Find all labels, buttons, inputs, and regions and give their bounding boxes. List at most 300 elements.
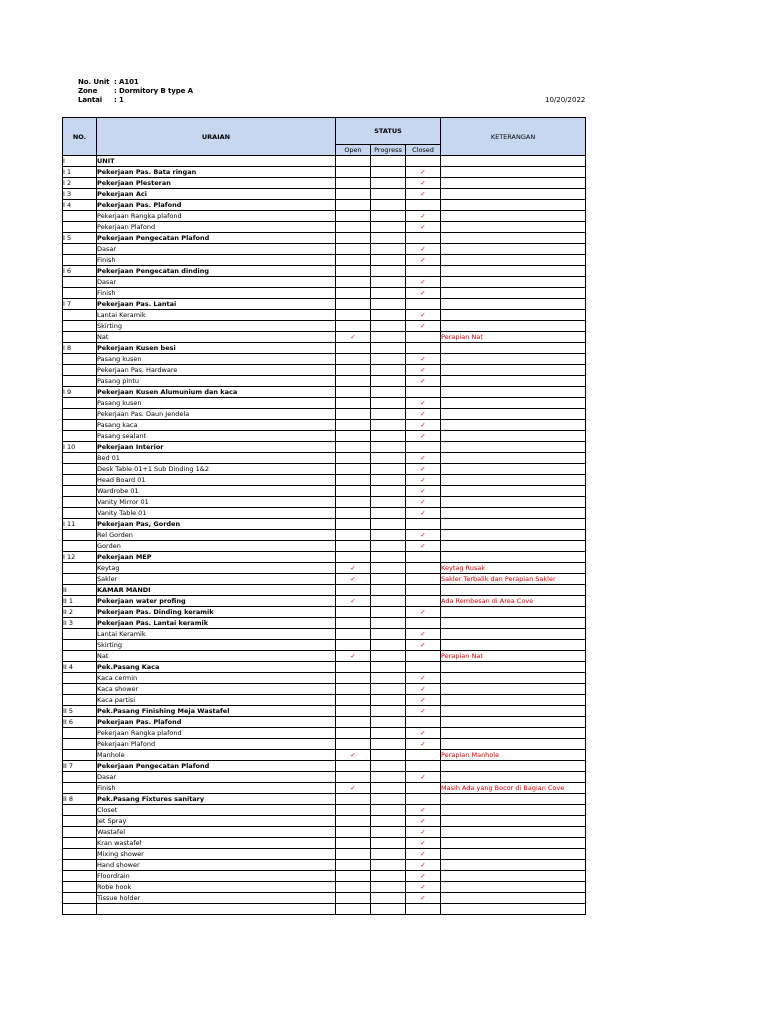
row-number [63, 640, 97, 651]
status-open-cell [336, 552, 371, 563]
row-keterangan [441, 453, 586, 464]
status-progress-cell [371, 695, 406, 706]
status-progress-cell [371, 805, 406, 816]
status-open-cell [336, 343, 371, 354]
row-description: Lantai Keramik [97, 310, 336, 321]
status-open-cell [336, 310, 371, 321]
status-closed-cell [406, 794, 441, 805]
status-progress-cell [371, 893, 406, 904]
status-progress-cell [371, 871, 406, 882]
row-keterangan [441, 244, 586, 255]
status-closed-cell [406, 717, 441, 728]
row-keterangan [441, 442, 586, 453]
row-number: II 3 [63, 618, 97, 629]
row-keterangan [441, 409, 586, 420]
row-description: Floordrain [97, 871, 336, 882]
row-description: Dasar [97, 772, 336, 783]
col-status-header: STATUS [336, 118, 441, 145]
status-closed-cell [406, 332, 441, 343]
status-closed-cell [406, 761, 441, 772]
status-closed-cell [406, 618, 441, 629]
row-number: I 7 [63, 299, 97, 310]
unit-label: No. Unit [78, 78, 110, 86]
table-row [63, 431, 586, 442]
table-row [63, 794, 586, 805]
row-keterangan [441, 541, 586, 552]
table-row [63, 673, 586, 684]
row-number: I 10 [63, 442, 97, 453]
status-closed-cell [406, 343, 441, 354]
status-open-cell [336, 739, 371, 750]
status-closed-check-icon: ✓ [406, 684, 441, 695]
status-progress-cell [371, 618, 406, 629]
status-open-check-icon: ✓ [336, 750, 371, 761]
row-keterangan [441, 662, 586, 673]
row-keterangan [441, 508, 586, 519]
table-row [63, 189, 586, 200]
table-row [63, 365, 586, 376]
status-open-cell [336, 431, 371, 442]
row-description: Pekerjaan Rangka plafond [97, 728, 336, 739]
table-row [63, 222, 586, 233]
row-description: Keytag [97, 563, 336, 574]
status-closed-cell [406, 266, 441, 277]
status-closed-check-icon: ✓ [406, 827, 441, 838]
status-closed-cell [406, 233, 441, 244]
table-row [63, 321, 586, 332]
row-description: Pekerjaan Pengecatan dinding [97, 266, 336, 277]
row-keterangan [441, 310, 586, 321]
row-description: Pekerjaan Plafond [97, 739, 336, 750]
row-number [63, 277, 97, 288]
row-keterangan [441, 431, 586, 442]
row-description: Finish [97, 783, 336, 794]
status-closed-cell [406, 783, 441, 794]
row-description: Nat [97, 332, 336, 343]
row-description: Pasang pintu [97, 376, 336, 387]
row-number [63, 420, 97, 431]
lantai-value: : 1 [114, 96, 124, 104]
table-row [63, 354, 586, 365]
col-no-header: NO. [63, 118, 97, 156]
row-keterangan: Keytag Rusak [441, 563, 586, 574]
row-keterangan: Perapian Manhole [441, 750, 586, 761]
row-number: II 2 [63, 607, 97, 618]
unit-value: : A101 [114, 78, 139, 86]
status-open-cell [336, 288, 371, 299]
status-open-check-icon: ✓ [336, 783, 371, 794]
unit-info [78, 78, 139, 86]
status-open-cell [336, 860, 371, 871]
status-open-cell [336, 354, 371, 365]
status-closed-check-icon: ✓ [406, 640, 441, 651]
table-row [63, 640, 586, 651]
status-open-cell [336, 387, 371, 398]
row-number: I 1 [63, 167, 97, 178]
row-description: Pekerjaan Pas, Gorden [97, 519, 336, 530]
row-keterangan [441, 398, 586, 409]
row-description: Wardrobe 01 [97, 486, 336, 497]
row-description: Lantai Keramik [97, 629, 336, 640]
table-row [63, 464, 586, 475]
status-progress-cell [371, 860, 406, 871]
status-progress-cell [371, 420, 406, 431]
status-progress-cell [371, 827, 406, 838]
row-keterangan [441, 167, 586, 178]
status-progress-cell [371, 882, 406, 893]
status-progress-cell [371, 299, 406, 310]
table-row [63, 519, 586, 530]
row-keterangan [441, 222, 586, 233]
table-row [63, 629, 586, 640]
status-progress-cell [371, 552, 406, 563]
row-keterangan [441, 607, 586, 618]
row-number: I 3 [63, 189, 97, 200]
status-closed-check-icon: ✓ [406, 805, 441, 816]
status-open-cell [336, 167, 371, 178]
status-open-cell [336, 794, 371, 805]
row-keterangan [441, 365, 586, 376]
status-open-check-icon: ✓ [336, 574, 371, 585]
row-keterangan [441, 552, 586, 563]
status-closed-cell [406, 200, 441, 211]
col-open-header: Open [336, 145, 371, 156]
status-closed-check-icon: ✓ [406, 376, 441, 387]
row-number [63, 453, 97, 464]
row-description: Skirting [97, 640, 336, 651]
row-keterangan [441, 585, 586, 596]
table-row [63, 376, 586, 387]
row-number [63, 464, 97, 475]
row-description: Pekerjaan Aci [97, 189, 336, 200]
table-row [63, 607, 586, 618]
row-description: Pasang sealant [97, 431, 336, 442]
status-open-cell [336, 233, 371, 244]
table-row [63, 750, 586, 761]
row-keterangan [441, 376, 586, 387]
status-closed-check-icon: ✓ [406, 189, 441, 200]
status-open-cell [336, 189, 371, 200]
row-number [63, 321, 97, 332]
status-closed-cell [406, 552, 441, 563]
status-open-cell [336, 706, 371, 717]
row-description: Gorden [97, 541, 336, 552]
row-keterangan [441, 343, 586, 354]
status-progress-cell [371, 398, 406, 409]
status-closed-cell [406, 156, 441, 167]
row-description: Head Board 01 [97, 475, 336, 486]
row-description: Pasang kusen [97, 398, 336, 409]
table-row [63, 442, 586, 453]
row-description: Dasar [97, 244, 336, 255]
status-closed-check-icon: ✓ [406, 244, 441, 255]
status-progress-cell [371, 354, 406, 365]
table-row [63, 563, 586, 574]
status-open-cell [336, 882, 371, 893]
row-keterangan [441, 893, 586, 904]
status-closed-check-icon: ✓ [406, 167, 441, 178]
status-closed-check-icon: ✓ [406, 255, 441, 266]
status-open-cell [336, 475, 371, 486]
row-number [63, 882, 97, 893]
status-progress-cell [371, 266, 406, 277]
row-number: I 11 [63, 519, 97, 530]
status-progress-cell [371, 376, 406, 387]
row-description: Pekerjaan Kusen Alumunium dan kaca [97, 387, 336, 398]
row-description: Dasar [97, 277, 336, 288]
row-keterangan [441, 882, 586, 893]
status-closed-check-icon: ✓ [406, 673, 441, 684]
status-progress-cell [371, 321, 406, 332]
col-progress-header: Progress [371, 145, 406, 156]
row-keterangan: Perapian Nat [441, 332, 586, 343]
status-progress-cell [371, 464, 406, 475]
row-description: Pekerjaan Pengecatan Plafond [97, 233, 336, 244]
row-number [63, 398, 97, 409]
table-row [63, 156, 586, 167]
status-open-cell [336, 585, 371, 596]
row-number [63, 563, 97, 574]
row-number: II 8 [63, 794, 97, 805]
row-description: Kaca shower [97, 684, 336, 695]
row-description: Pek.Pasang Fixtures sanitary [97, 794, 336, 805]
status-progress-cell [371, 739, 406, 750]
table-row [63, 497, 586, 508]
row-number [63, 849, 97, 860]
status-progress-cell [371, 651, 406, 662]
status-progress-cell [371, 453, 406, 464]
row-number: II 5 [63, 706, 97, 717]
row-keterangan [441, 233, 586, 244]
status-progress-cell [371, 288, 406, 299]
status-closed-cell [406, 750, 441, 761]
row-keterangan [441, 497, 586, 508]
row-description: Rel Gorden [97, 530, 336, 541]
row-number [63, 684, 97, 695]
status-progress-cell [371, 365, 406, 376]
status-open-cell [336, 398, 371, 409]
table-row [63, 288, 586, 299]
row-keterangan [441, 156, 586, 167]
row-description: Jet Spray [97, 816, 336, 827]
status-progress-cell [371, 750, 406, 761]
row-description: Kran wastafel [97, 838, 336, 849]
status-closed-check-icon: ✓ [406, 365, 441, 376]
status-closed-check-icon: ✓ [406, 431, 441, 442]
row-description: Wastafel [97, 827, 336, 838]
table-row [63, 233, 586, 244]
row-number: I 6 [63, 266, 97, 277]
row-description: Vanity Mirror 01 [97, 497, 336, 508]
table-row [63, 266, 586, 277]
table-row [63, 904, 586, 915]
table-row [63, 772, 586, 783]
table-row [63, 574, 586, 585]
row-number [63, 739, 97, 750]
row-description: Pekerjaan water profing [97, 596, 336, 607]
row-keterangan [441, 464, 586, 475]
status-open-cell [336, 244, 371, 255]
row-number [63, 629, 97, 640]
status-closed-cell [406, 442, 441, 453]
inspection-table [62, 117, 586, 915]
status-progress-cell [371, 409, 406, 420]
table-row [63, 717, 586, 728]
status-closed-check-icon: ✓ [406, 464, 441, 475]
row-keterangan [441, 277, 586, 288]
status-closed-check-icon: ✓ [406, 541, 441, 552]
status-progress-cell [371, 607, 406, 618]
status-open-cell [336, 618, 371, 629]
status-closed-check-icon: ✓ [406, 222, 441, 233]
status-open-cell [336, 409, 371, 420]
status-closed-check-icon: ✓ [406, 530, 441, 541]
status-open-cell [336, 299, 371, 310]
row-description: Pekerjaan Pas. Plafond [97, 200, 336, 211]
status-closed-check-icon: ✓ [406, 728, 441, 739]
status-open-cell [336, 541, 371, 552]
table-row [63, 508, 586, 519]
row-keterangan [441, 266, 586, 277]
status-open-cell [336, 629, 371, 640]
row-keterangan [441, 629, 586, 640]
status-closed-cell [406, 387, 441, 398]
status-progress-cell [371, 222, 406, 233]
status-closed-cell [406, 904, 441, 915]
lantai-label: Lantai [78, 96, 103, 104]
table-row [63, 244, 586, 255]
status-closed-cell [406, 651, 441, 662]
row-keterangan [441, 695, 586, 706]
table-row [63, 332, 586, 343]
status-progress-cell [371, 442, 406, 453]
status-open-cell [336, 827, 371, 838]
row-number: I 4 [63, 200, 97, 211]
status-open-cell [336, 728, 371, 739]
status-progress-cell [371, 332, 406, 343]
row-keterangan: Ada Rembesan di Area Cove [441, 596, 586, 607]
status-progress-cell [371, 497, 406, 508]
status-open-check-icon: ✓ [336, 332, 371, 343]
row-keterangan [441, 816, 586, 827]
row-description: Pekerjaan Interior [97, 442, 336, 453]
row-description: Pekerjaan Pas. Lantai [97, 299, 336, 310]
status-closed-check-icon: ✓ [406, 607, 441, 618]
row-number: II 6 [63, 717, 97, 728]
status-progress-cell [371, 717, 406, 728]
row-keterangan: Masih Ada yang Bocor di Bagian Cove [441, 783, 586, 794]
row-keterangan [441, 387, 586, 398]
status-closed-check-icon: ✓ [406, 409, 441, 420]
status-closed-check-icon: ✓ [406, 398, 441, 409]
row-keterangan [441, 640, 586, 651]
row-description: Pekerjaan Rangka plafond [97, 211, 336, 222]
table-row [63, 695, 586, 706]
status-closed-cell [406, 596, 441, 607]
table-row [63, 728, 586, 739]
row-number [63, 695, 97, 706]
status-closed-check-icon: ✓ [406, 508, 441, 519]
row-description: Pekerjaan Kusen besi [97, 343, 336, 354]
status-closed-check-icon: ✓ [406, 178, 441, 189]
row-description: KAMAR MANDI [97, 585, 336, 596]
row-keterangan: Sakler Terbalik dan Perapian Sakler [441, 574, 586, 585]
row-description: Mixing shower [97, 849, 336, 860]
status-progress-cell [371, 563, 406, 574]
status-progress-cell [371, 277, 406, 288]
row-keterangan [441, 761, 586, 772]
table-row [63, 398, 586, 409]
table-row [63, 761, 586, 772]
status-open-cell [336, 684, 371, 695]
status-progress-cell [371, 233, 406, 244]
status-open-cell [336, 156, 371, 167]
status-closed-cell [406, 585, 441, 596]
status-open-cell [336, 277, 371, 288]
table-body [63, 156, 586, 915]
table-row [63, 299, 586, 310]
status-open-cell [336, 805, 371, 816]
row-number [63, 816, 97, 827]
status-progress-cell [371, 156, 406, 167]
status-closed-check-icon: ✓ [406, 497, 441, 508]
table-row [63, 541, 586, 552]
status-open-cell [336, 816, 371, 827]
col-keterangan-header: KETERANGAN [441, 118, 586, 156]
table-row [63, 596, 586, 607]
status-progress-cell [371, 662, 406, 673]
row-description: Pekerjaan MEP [97, 552, 336, 563]
row-keterangan [441, 255, 586, 266]
row-number [63, 541, 97, 552]
row-number [63, 497, 97, 508]
status-progress-cell [371, 343, 406, 354]
row-number: I [63, 156, 97, 167]
table-row [63, 167, 586, 178]
table-row [63, 178, 586, 189]
status-open-cell [336, 695, 371, 706]
row-number [63, 211, 97, 222]
row-description: Finish [97, 288, 336, 299]
row-keterangan [441, 519, 586, 530]
row-description: Pek.Pasang Kaca [97, 662, 336, 673]
status-closed-check-icon: ✓ [406, 321, 441, 332]
table-row [63, 849, 586, 860]
status-progress-cell [371, 431, 406, 442]
status-open-cell [336, 453, 371, 464]
status-open-cell [336, 211, 371, 222]
status-progress-cell [371, 596, 406, 607]
status-open-cell [336, 849, 371, 860]
status-progress-cell [371, 728, 406, 739]
row-number [63, 772, 97, 783]
row-number [63, 530, 97, 541]
status-open-cell [336, 464, 371, 475]
status-closed-check-icon: ✓ [406, 354, 441, 365]
status-open-cell [336, 893, 371, 904]
status-progress-cell [371, 783, 406, 794]
status-open-cell [336, 673, 371, 684]
status-progress-cell [371, 585, 406, 596]
status-open-cell [336, 321, 371, 332]
row-keterangan [441, 420, 586, 431]
status-closed-check-icon: ✓ [406, 475, 441, 486]
table-row [63, 871, 586, 882]
table-row [63, 651, 586, 662]
status-closed-check-icon: ✓ [406, 838, 441, 849]
row-number: II 4 [63, 662, 97, 673]
row-number [63, 673, 97, 684]
